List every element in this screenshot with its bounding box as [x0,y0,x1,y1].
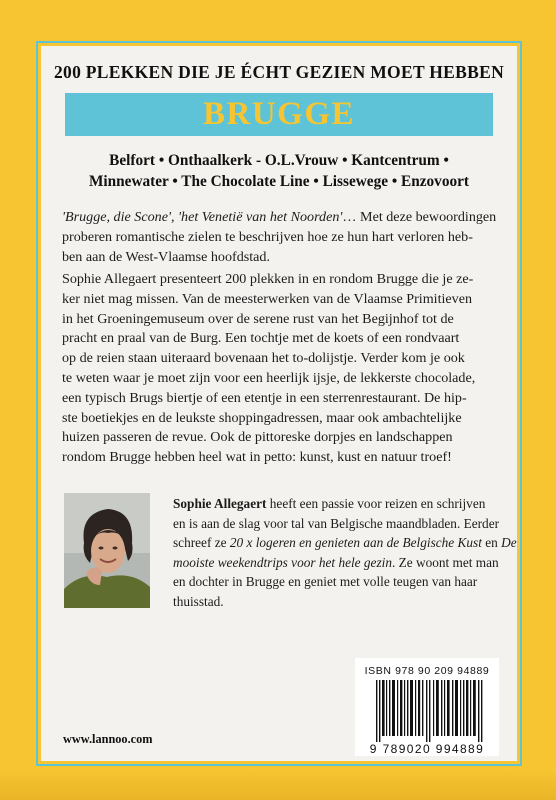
places-line: Minnewater • The Chocolate Line • Lissewege • Enzovoort [88,173,470,190]
intro-line: ben aan de West-Vlaamse hoofdstad. [62,248,270,265]
book-title-1: 20 x logeren en genieten aan de Belgische Kust [229,535,482,551]
bio-line [173,494,499,514]
description-line: rondom Brugge hebben heel wat in petto: kunst, kust en natuur troef! [62,449,452,466]
isbn-label: ISBN 978 90 209 94889 [364,665,490,677]
bio-text: . Ze woont met man [391,554,499,570]
barcode-bars [361,680,499,742]
description-line: Sophie Allegaert presenteert 200 plekken in en rondom Brugge die je ze- [62,271,474,287]
description-line: pracht en praal van de Burg. Een tochtje met de koets of een rondvaart [62,330,460,347]
places-line: Belfort • Onthaalkerk - O.L.Vrouw • Kantcentrum • [109,152,449,169]
bio-line: en is aan de slag voor tal van Belgische maandbladen. Eerder [173,515,500,531]
intro-line [62,208,498,228]
description-line: een typisch Brugs biertje of een etentje in een sterrenrestaurant. De hip- [62,389,467,406]
intro-quote: 'Brugge, die Scone', 'het Venetië van het Noorden' [62,209,343,225]
description-line: ste boetiekjes en de leukste shoppingadressen, maar ook ambachtelijke [62,409,462,426]
author-bio [173,494,517,612]
description-line: te weten waar je moet zijn voor een heerlijk ijsje, de lekkerste chocolade, [62,369,476,386]
intro-text: … Met deze bewoordingen [342,209,497,225]
description-line: in het Groeningemuseum over de serene rust van het Begijnhof tot de [62,310,454,327]
headline: 200 PLEKKEN DIE JE ÉCHT GEZIEN MOET HEBBEN [53,62,505,82]
publisher-website[interactable]: www.lannoo.com [63,732,153,746]
description-line: ker niet mag missen. Van de meesterwerken van de Vlaamse Primitieven [62,290,473,307]
intro-paragraph [62,208,498,267]
barcode-box [355,658,499,756]
places-list [41,150,517,192]
bio-line [173,553,499,573]
cover-background [0,770,556,800]
description-line: op de reien staan uiteraard bovenaan het to-dolijstje. Verder kom je ook [62,350,465,367]
title-band [65,93,493,136]
author-name: Sophie Allegaert [173,496,267,511]
bio-text: heeft een passie voor reizen en schrijven [266,496,486,511]
bio-line: thuisstad. [173,593,224,609]
bio-line: en dochter in Brugge en geniet met volle teugen van haar [173,574,478,590]
bio-text: schreef ze [173,535,230,551]
author-photo [64,493,150,608]
bio-line [173,533,517,553]
book-title-2-start: De [501,535,517,551]
bio-text: en [481,535,502,551]
description-paragraph [62,270,498,468]
description-line: huizen passeren de revue. Ook de pittoreske dorpjes en landschappen [62,429,453,446]
book-title-2-end: mooiste weekendtrips voor het hele gezin [173,554,392,570]
back-cover-panel [41,46,517,761]
intro-line: proberen romantische zielen te beschrijven hoe ze hun hart verloren heb- [62,228,473,245]
barcode-number: 9 789020 994889 [369,742,485,756]
book-title: BRUGGE [202,96,356,132]
